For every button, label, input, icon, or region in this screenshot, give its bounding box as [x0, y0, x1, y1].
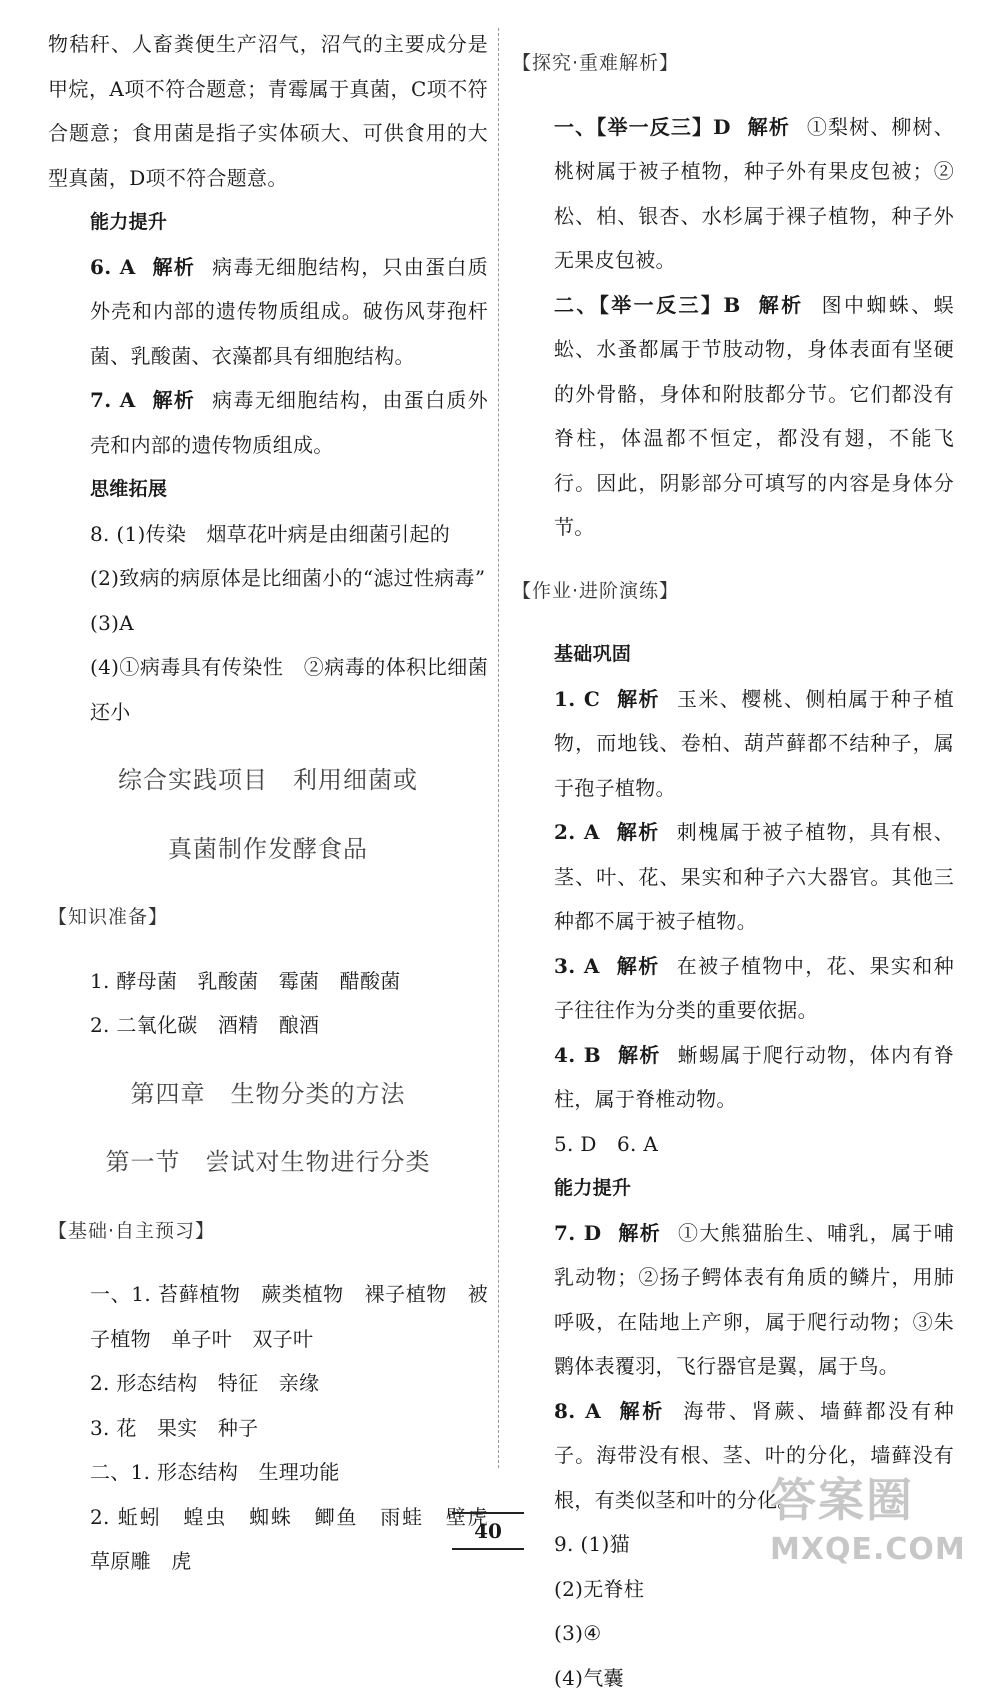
answer-item [512, 1211, 954, 1389]
page-number: 40 [452, 1512, 524, 1550]
analysis-label: 解析 [616, 820, 660, 844]
section-heading: 基础巩固 [512, 632, 954, 677]
answer-item [512, 944, 954, 1033]
answer-line: (3)A [48, 601, 488, 646]
answer-number: 2. A [554, 820, 600, 844]
answer-line: (3)④ [512, 1611, 954, 1656]
answer-line: 9. (1)猫 [512, 1522, 954, 1567]
answer-line: 二、1. 形态结构 生理功能 [48, 1450, 488, 1495]
chapter-title: 第一节 尝试对生物进行分类 [48, 1140, 488, 1185]
analysis-text: 玉米、樱桃、侧柏属于种子植物，而地钱、卷柏、葫芦藓都不结种子，属于孢子植物。 [554, 687, 954, 800]
analysis-label: 解析 [617, 1221, 661, 1245]
analysis-label: 解析 [617, 1043, 661, 1067]
analysis-label: 解析 [616, 687, 660, 711]
answer-line: (4)①病毒具有传染性 ②病毒的体积比细菌还小 [48, 645, 488, 734]
analysis-text: ①梨树、柳树、桃树属于被子植物，种子外有果皮包被；②松、柏、银杏、水杉属于裸子植物，种子外无果皮包被。 [554, 115, 954, 273]
analysis-text: 病毒无细胞结构，只由蛋白质外壳和内部的遗传物质组成。破伤风芽孢杆菌、乳酸菌、衣藻都具有细胞结构。 [90, 255, 488, 368]
answer-line: 5. D 6. A [512, 1122, 954, 1167]
answer-number: 7. A [90, 388, 136, 412]
watermark-cn: 答案圈 [770, 1470, 970, 1530]
answer-item [512, 1033, 954, 1122]
watermark-logo [770, 1470, 970, 1590]
left-column [48, 22, 488, 1584]
answer-line: (4)气囊 [512, 1656, 954, 1700]
answer-number: 1. C [554, 687, 600, 711]
answer-number: 3. A [554, 954, 600, 978]
answer-line: (2)致病的病原体是比细菌小的“滤过性病毒” [48, 556, 488, 601]
column-divider [498, 28, 499, 1468]
section-heading: 思维拓展 [48, 467, 488, 512]
bracket-heading: 【知识准备】 [48, 895, 488, 940]
answer-line: 2. 形态结构 特征 亲缘 [48, 1361, 488, 1406]
analysis-label: 解析 [152, 255, 196, 279]
analysis-text: 海带、肾蕨、墙藓都没有种子。海带没有根、茎、叶的分化，墙藓没有根，有类似茎和叶的分化。 [554, 1399, 954, 1512]
bracket-heading: 【探究·重难解析】 [512, 41, 954, 86]
chapter-title: 第四章 生物分类的方法 [48, 1072, 488, 1117]
paragraph: 物秸秆、人畜粪便生产沼气，沼气的主要成分是甲烷，A项不符合题意；青霉属于真菌，C项不符合题意；食用菌是指子实体硕大、可供食用的大型真菌，D项不符合题意。 [48, 22, 488, 200]
answer-number: 6. A [90, 255, 136, 279]
answer-line: (2)无脊柱 [512, 1567, 954, 1612]
analysis-text: 在被子植物中，花、果实和种子往往作为分类的重要依据。 [554, 954, 954, 1023]
analysis-text: 病毒无细胞结构，由蛋白质外壳和内部的遗传物质组成。 [90, 388, 488, 457]
right-column [512, 22, 954, 1700]
section-heading: 能力提升 [48, 200, 488, 245]
answer-line: 2. 二氧化碳 酒精 酿酒 [48, 1003, 488, 1048]
answer-line: 1. 酵母菌 乳酸菌 霉菌 醋酸菌 [48, 959, 488, 1004]
analysis-text: 刺槐属于被子植物，具有根、茎、叶、花、果实和种子六大器官。其他三种都不属于被子植物。 [554, 820, 954, 933]
answer-line: 8. (1)传染 烟草花叶病是由细菌引起的 [48, 512, 488, 557]
analysis-label: 解析 [152, 388, 196, 412]
answer-line: 2. 蚯蚓 蝗虫 蜘蛛 鲫鱼 雨蛙 壁虎 草原雕 虎 [48, 1495, 488, 1584]
answer-number: 一、【举一反三】D [554, 115, 731, 139]
watermark-en: MXQE.COM [770, 1530, 970, 1570]
analysis-text: 蜥蜴属于爬行动物，体内有脊柱，属于脊椎动物。 [554, 1043, 954, 1112]
chapter-title: 综合实践项目 利用细菌或 [48, 758, 488, 803]
answer-number: 二、【举一反三】B [554, 293, 741, 317]
answer-line: 3. 花 果实 种子 [48, 1406, 488, 1451]
analysis-label: 解析 [616, 954, 660, 978]
analysis-label: 解析 [747, 115, 790, 139]
answer-item [512, 283, 954, 550]
answer-number: 7. D [554, 1221, 601, 1245]
bracket-heading: 【基础·自主预习】 [48, 1209, 488, 1254]
answer-item [512, 105, 954, 283]
bracket-heading: 【作业·进阶演练】 [512, 569, 954, 614]
analysis-text: ①大熊猫胎生、哺乳，属于哺乳动物；②扬子鳄体表有角质的鳞片，用肺呼吸，在陆地上产卵，属于爬行动物；③朱鹮体表覆羽，飞行器官是翼，属于鸟。 [554, 1221, 954, 1379]
answer-item [512, 810, 954, 944]
answer-line: 一、1. 苔藓植物 蕨类植物 裸子植物 被子植物 单子叶 双子叶 [48, 1272, 488, 1361]
answer-item [48, 378, 488, 467]
analysis-text: 图中蜘蛛、蜈蚣、水蚤都属于节肢动物，身体表面有坚硬的外骨骼，身体和附肢都分节。它们都没有脊柱，体温都不恒定，都没有翅，不能飞行。因此，阴影部分可填写的内容是身体分节。 [554, 293, 954, 540]
answer-number: 4. B [554, 1043, 601, 1067]
analysis-label: 解析 [757, 293, 804, 317]
section-heading: 能力提升 [512, 1166, 954, 1211]
chapter-title: 真菌制作发酵食品 [48, 827, 488, 872]
answer-item [512, 677, 954, 811]
analysis-label: 解析 [617, 1399, 665, 1423]
answer-item [48, 245, 488, 379]
answer-number: 8. A [554, 1399, 601, 1423]
